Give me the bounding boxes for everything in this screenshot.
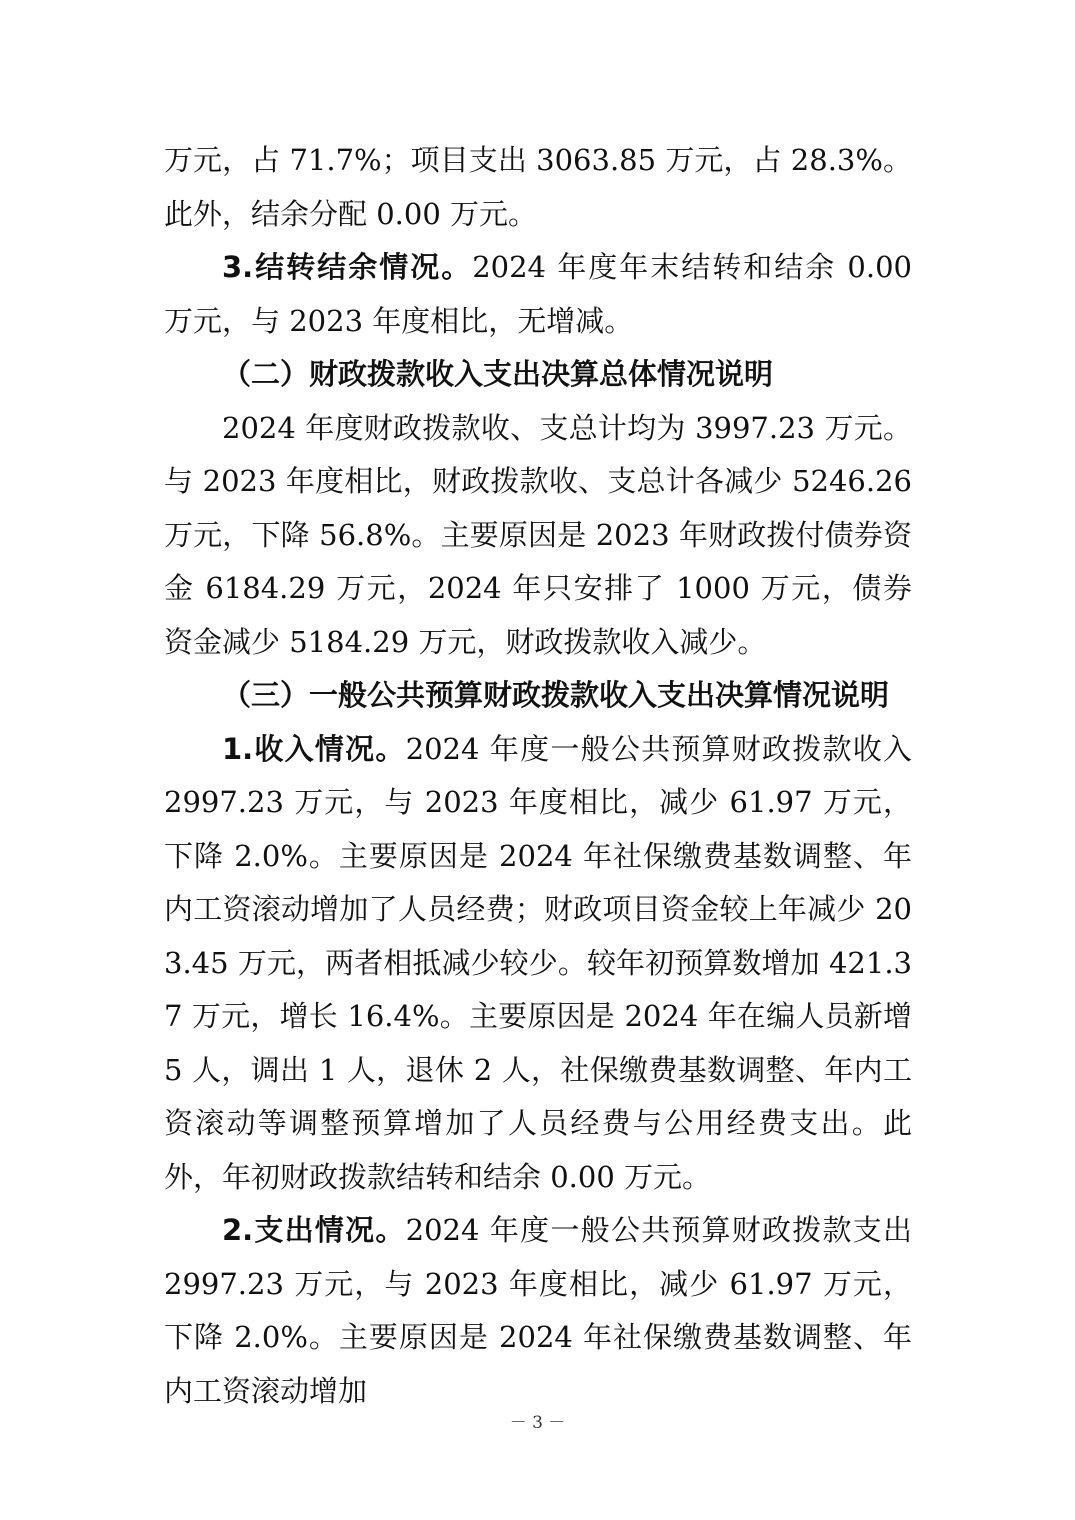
paragraph-lead: 2.支出情况。 xyxy=(222,1213,406,1247)
document-page xyxy=(164,134,912,1418)
paragraph-fiscal-total: 2024 年度财政拨款收、支总计均为 3997.23 万元。与 2023 年度相比，财政拨款收、支总计各减少 5246.26 万元，下降 56.8%。主要原因是 2023 年财政拨付债券资金 6184.29 万元，2024 年只安排了 1000 万元，债券资金减少 5184.29 万元，财政拨款收入减少。 xyxy=(164,410,912,659)
paragraph-body: 2024 年度年末结转和结余 0.00 万元，与 2023 年度相比，无增减。 xyxy=(164,250,913,338)
section-heading-3: （三）一般公共预算财政拨款收入支出决算情况说明 xyxy=(222,678,890,712)
section-heading-2: （二）财政拨款收入支出决算总体情况说明 xyxy=(222,357,774,391)
paragraph-expenditure-tail: 万元，占 71.7%；项目支出 3063.85 万元，占 28.3%。此外，结余分配 0.00 万元。 xyxy=(164,143,912,231)
paragraph-lead: 1.收入情况。 xyxy=(222,731,406,766)
page-number: － 3 － xyxy=(509,1413,566,1433)
paragraph-carryover xyxy=(164,241,912,348)
paragraph-expenditure xyxy=(164,1204,912,1418)
paragraph-body: 2024 年度一般公共预算财政拨款收入 2997.23 万元，与 2023 年度相比，减少 61.97 万元，下降 2.0%。主要原因是 2024 年社保缴费基数调整、年内工资滚动增加了人员经费；财政项目资金较上年减少 203.45 万元，两者相抵减少较少。较年初预算数增加 421.37 万元，增长 16.4%。主要原因是 2024 年在编人员新增 5 人，调出 1 人，退休 2 人，社保缴费基数调整、年内工资滚动等调整预算增加了人员经费与公用经费支出。此外，年初财政拨款结转和结余 0.00 万元。 xyxy=(164,731,912,1194)
paragraph-income xyxy=(164,723,912,1205)
paragraph-body: 2024 年度一般公共预算财政拨款支出 2997.23 万元，与 2023 年度相比，减少 61.97 万元，下降 2.0%。主要原因是 2024 年社保缴费基数调整、年内工资滚动增加 xyxy=(164,1213,912,1408)
paragraph-lead: 3.结转结余情况。 xyxy=(222,250,473,284)
